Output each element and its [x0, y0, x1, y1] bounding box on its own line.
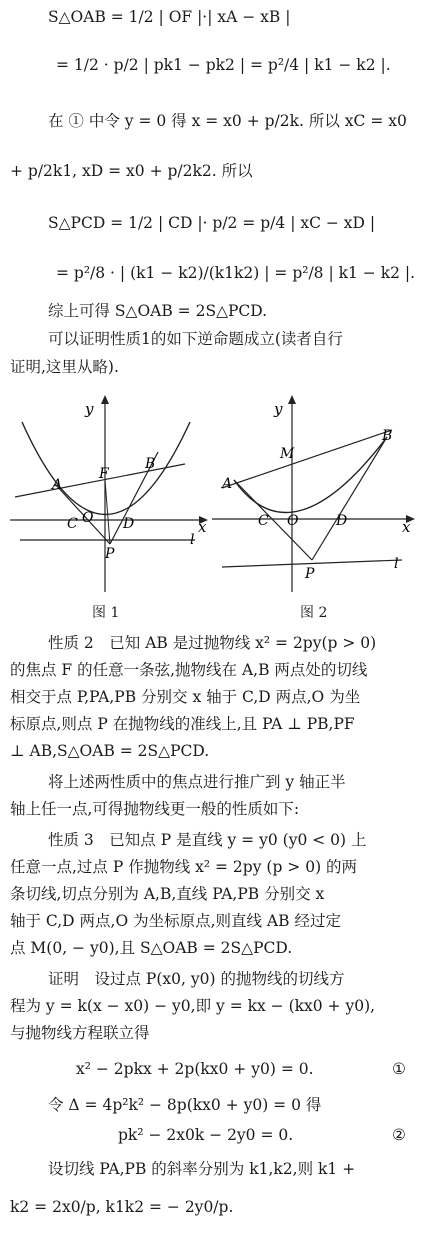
fig1-pf [105, 480, 110, 544]
body-line-15: 与抛物线方程联立得 [10, 1024, 150, 1042]
math-line-6: = p²/8 · | (k1 − k2)/(k1k2) | = p²/8 | k1 − k2 |. [56, 264, 416, 282]
figure-1 [10, 392, 210, 592]
body-line-2: 的焦点 F 的任意一条弦,抛物线在 A,B 两点处的切线 [10, 661, 368, 679]
fig2-label-a: A [222, 476, 233, 492]
math-line-3: 在 ① 中令 y = 0 得 x = x0 + p/2k. 所以 xC = x0 [48, 112, 407, 130]
fig1-label-o: O [82, 510, 94, 526]
equation-2: pk² − 2x0k − 2y0 = 0. [118, 1126, 294, 1144]
body-line-12: 点 M(0, − y0),且 S△OAB = 2S△PCD. [10, 939, 293, 957]
equation-1-number: ① [392, 1060, 406, 1078]
fig1-label-x: x [198, 518, 207, 536]
math-line-7: 综上可得 S△OAB = 2S△PCD. [48, 302, 268, 320]
body-line-20: k2 = 2x0/p, k1k2 = − 2y0/p. [10, 1198, 234, 1216]
fig2-label-x: x [402, 518, 411, 536]
figure-2 [212, 392, 422, 592]
body-line-19: 设切线 PA,PB 的斜率分别为 k1,k2,则 k1 + [48, 1160, 356, 1178]
fig1-y-arrow [101, 395, 109, 404]
fig1-label-d: D [123, 516, 135, 532]
fig1-label-y: y [85, 400, 94, 418]
equation-2-number: ② [392, 1126, 406, 1144]
fig2-label-p: P [305, 566, 315, 582]
fig2-label-o: O [287, 513, 299, 529]
body-line-13: 证明 设过点 P(x0, y0) 的抛物线的切线方 [48, 970, 345, 988]
body-line-4: 标原点,则点 P 在抛物线的准线上,且 PA ⊥ PB,PF [10, 715, 355, 733]
fig2-label-l: l [394, 556, 399, 572]
fig2-y-arrow [288, 395, 296, 404]
math-line-4: + p/2k1, xD = x0 + p/2k2. 所以 [10, 162, 253, 180]
fig2-tangent-pb [312, 437, 387, 560]
body-line-1: 性质 2 已知 AB 是过抛物线 x² = 2py(p > 0) [48, 634, 377, 652]
body-line-11: 轴于 C,D 两点,O 为坐标原点,则直线 AB 经过定 [10, 912, 341, 930]
math-line-1: S△OAB = 1/2 | OF |·| xA − xB | [48, 8, 291, 26]
fig2-label-c: C [258, 513, 269, 529]
equation-1: x² − 2pkx + 2p(kx0 + y0) = 0. [76, 1060, 314, 1078]
figure-1-caption: 图 1 [92, 605, 120, 621]
fig2-label-b: B [382, 428, 393, 444]
math-line-5: S△PCD = 1/2 | CD |· p/2 = p/4 | xC − xD | [48, 214, 376, 232]
body-line-5: ⊥ AB,S△OAB = 2S△PCD. [10, 742, 210, 760]
math-line-2: = 1/2 · p/2 | pk1 − pk2 | = p²/4 | k1 − k2 |. [56, 56, 391, 74]
fig2-label-y: y [274, 400, 283, 418]
text-line-8: 可以证明性质1的如下逆命题成立(读者自行 [48, 330, 343, 348]
body-line-14: 程为 y = k(x − x0) − y0,即 y = kx − (kx0 + y0), [10, 997, 376, 1015]
fig1-label-p: P [105, 546, 115, 562]
fig1-label-b: B [145, 456, 156, 472]
body-line-8: 性质 3 已知点 P 是直线 y = y0 (y0 < 0) 上 [48, 831, 367, 849]
fig2-label-m: M [280, 446, 295, 462]
text-line-9: 证明,这里从略). [10, 358, 119, 376]
body-line-9: 任意一点,过点 P 作抛物线 x² = 2py (p > 0) 的两 [10, 858, 358, 876]
fig2-tangent-pa [234, 480, 312, 560]
fig1-label-f: F [99, 466, 109, 482]
fig2-chord-ab [222, 430, 392, 488]
fig1-label-c: C [67, 516, 78, 532]
fig1-label-l: l [190, 532, 195, 548]
fig1-label-a: A [52, 477, 63, 493]
figure-2-caption: 图 2 [300, 605, 328, 621]
body-line-3: 相交于点 P,PA,PB 分别交 x 轴于 C,D 两点,O 为坐 [10, 688, 361, 706]
body-line-10: 条切线,切点分别为 A,B,直线 PA,PB 分别交 x [10, 885, 325, 903]
body-line-17: 令 Δ = 4p²k² − 8p(kx0 + y0) = 0 得 [48, 1096, 322, 1114]
body-line-7: 轴上任一点,可得抛物线更一般的性质如下: [10, 800, 300, 818]
body-line-6: 将上述两性质中的焦点进行推广到 y 轴正半 [48, 773, 346, 791]
fig2-label-d: D [336, 513, 348, 529]
